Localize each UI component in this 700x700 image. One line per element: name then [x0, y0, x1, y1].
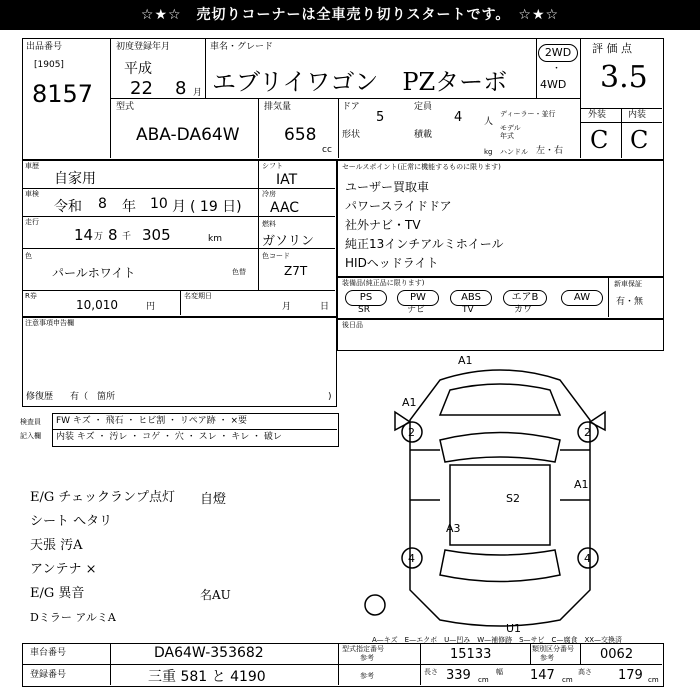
equip-airbag: エアB	[503, 290, 547, 306]
banner: ☆★☆ 売切りコーナーは全車売り切りスタートです。 ☆★☆	[0, 0, 700, 30]
sales-item: パワースライドドア	[345, 199, 452, 213]
inspection-era: 令和	[54, 199, 82, 215]
checker-label-1: 検査員	[20, 418, 41, 426]
model-year-label: モデル 年式	[500, 124, 521, 140]
recycle-value: 10,010	[76, 298, 118, 312]
damage-legend: A—キズ E—エクボ U—凹み W—補修跡 S—サビ C—腐食 XX—交換済	[372, 636, 623, 644]
length-label: 長さ	[424, 668, 438, 676]
type-no-ref: 参考	[360, 654, 374, 662]
capacity-value: 4	[454, 110, 463, 125]
usage-label: 車歴	[25, 162, 39, 170]
name-change-day: 日	[320, 302, 330, 312]
shape-label: 形状	[342, 130, 361, 140]
score-value: 3.5	[600, 60, 648, 95]
inspection-day: ( 19 日)	[190, 199, 242, 215]
first-reg-unit: 月	[193, 88, 203, 98]
handwritten-notes	[30, 486, 175, 630]
color-label: 色	[25, 252, 32, 260]
type-no-value: 15133	[450, 647, 492, 662]
name-change-month: 月	[282, 302, 292, 312]
first-reg-month: 8	[175, 78, 187, 99]
mark-a3-left: A3	[446, 522, 461, 535]
color-change-label: 色替	[232, 268, 246, 276]
mileage-label: 走行	[25, 218, 39, 226]
mileage-man-unit: 万	[94, 232, 104, 242]
checker-row-1: FW キズ ・ 飛石 ・ ヒビ割 ・ リペア跡 ・ ×要	[56, 416, 248, 426]
car-diagram	[340, 350, 662, 635]
recycle-unit: 円	[146, 302, 156, 312]
shift-label: シフト	[262, 162, 283, 170]
mark-roof: S2	[506, 492, 520, 505]
car-name: エブリイワゴン PZターボ	[212, 68, 508, 96]
first-reg-year: 22	[130, 78, 153, 99]
lot-sub: [1905]	[34, 60, 64, 70]
lot-number: 8157	[32, 80, 94, 108]
ac-value: AAC	[270, 200, 300, 216]
mark-wheel-rr: 4	[584, 552, 591, 565]
chassis-label: 車台番号	[30, 648, 67, 658]
inspection-month: 10	[150, 196, 168, 212]
doors-label: ドア	[342, 102, 360, 112]
equipment-label	[342, 279, 424, 287]
note-line: E/G チェックランプ点灯	[30, 490, 175, 505]
drive-2wd: 2WD	[538, 44, 578, 62]
color-code-value: Z7T	[284, 264, 308, 278]
car-name-label: 車名・グレード	[210, 42, 274, 52]
dealer-label: ディーラー・並行	[500, 110, 556, 118]
type-no-label: 型式指定番号	[342, 645, 384, 653]
score-label: 評 価 点	[592, 42, 632, 55]
sales-sub: (正常に機能するものに限ります)	[397, 163, 501, 171]
load-label: 積載	[414, 130, 433, 140]
doors-value: 5	[376, 110, 385, 125]
equip-sr: SR	[358, 305, 370, 315]
width-value: 147	[530, 668, 555, 683]
sales-list	[345, 178, 504, 273]
warranty-value: 有・無	[616, 297, 644, 307]
width-unit: cm	[562, 676, 573, 684]
model-value: ABA-DA64W	[136, 125, 240, 145]
height-label: 高さ	[578, 668, 592, 676]
handle-value: 左・右	[536, 146, 564, 156]
equip-tv: TV	[462, 305, 474, 315]
capacity-unit: 人	[484, 117, 494, 127]
length-value: 339	[446, 668, 471, 683]
capacity-label: 定員	[414, 102, 433, 112]
exterior-value: C	[590, 126, 609, 154]
height-unit: cm	[648, 676, 659, 684]
equip-leather: カワ	[514, 305, 533, 315]
equip-pw: PW	[397, 290, 439, 306]
plate-value: 三重 581 と 4190	[148, 669, 266, 685]
drive-4wd: 4WD	[540, 78, 567, 91]
lot-label: 出品番号	[26, 42, 63, 52]
sales-item: HIDヘッドライト	[345, 256, 439, 270]
note-line: 天張 汚A	[30, 538, 83, 553]
interior-label: 内装	[628, 110, 647, 120]
mark-a1-left: A1	[402, 396, 417, 409]
mileage-sen: 8	[108, 226, 118, 244]
equipment-sub: (純正品に限ります)	[363, 279, 425, 287]
mark-wheel-rl: 4	[408, 552, 415, 565]
displacement-label: 排気量	[264, 102, 292, 112]
mark-front: A1	[458, 354, 473, 367]
sales-label	[342, 163, 501, 171]
checker-label-2: 記入欄	[20, 432, 41, 440]
inspection-year-unit: 年	[122, 199, 136, 215]
handwritten-right-1: 自燈	[200, 492, 227, 507]
inspection-label: 車検	[25, 190, 39, 198]
mileage-rest: 305	[142, 226, 171, 244]
sales-title: セールスポイント	[342, 163, 398, 171]
width-label: 幅	[496, 668, 503, 676]
checker-row-2: 内装 キズ ・ 汚レ ・ コゲ ・ 穴 ・ スレ ・ キレ ・ 破レ	[56, 432, 282, 442]
sales-item: 社外ナビ・TV	[345, 218, 421, 232]
fuel-value: ガソリン	[262, 234, 315, 249]
sales-item: ユーザー買取車	[345, 180, 430, 194]
note-line: E/G 異音	[30, 586, 85, 601]
equip-navi: ナビ	[407, 305, 426, 315]
mark-rear: U1	[506, 622, 522, 635]
exterior-label: 外装	[588, 110, 607, 120]
fuel-label: 燃料	[262, 220, 276, 228]
inspection-month-unit: 月	[172, 199, 186, 215]
notes-label: 注意事項申告欄	[25, 319, 74, 327]
sales-item: 純正13インチアルミホイール	[345, 237, 504, 251]
kg-label: kg	[484, 148, 493, 156]
interior-value: C	[630, 126, 649, 154]
height-value: 179	[618, 668, 643, 683]
color-value: パールホワイト	[52, 266, 136, 280]
first-reg-era: 平成	[124, 61, 152, 77]
ac-label: 冷房	[262, 190, 276, 198]
dims-ref: 参考	[360, 672, 374, 680]
later-items-label: 後日品	[342, 321, 363, 329]
equipment-title: 装備品	[342, 279, 363, 287]
chassis-value: DA64W-353682	[154, 645, 264, 661]
recycle-label: R券	[25, 292, 37, 300]
repair-label: 修復歴	[26, 392, 54, 402]
note-line: Dミラー アルミA	[30, 611, 116, 624]
handwritten-right-2: 名AU	[200, 588, 231, 602]
displacement-unit: cc	[322, 145, 332, 155]
name-change-label: 名変期日	[184, 292, 212, 300]
mileage-unit: km	[208, 234, 222, 244]
usage-value: 自家用	[54, 171, 96, 187]
later-items-frame	[337, 319, 664, 351]
mileage-sen-unit: 千	[122, 232, 132, 242]
note-line: アンテナ ×	[30, 562, 97, 577]
drive-dot: ・	[552, 64, 562, 74]
class-no-value: 0062	[600, 647, 634, 662]
shift-value: IAT	[276, 172, 298, 188]
handle-label: ハンドル	[500, 148, 528, 156]
color-code-label: 色コード	[262, 252, 290, 260]
length-unit: cm	[478, 676, 489, 684]
mileage-man: 14	[74, 226, 94, 244]
repair-close: )	[328, 392, 332, 402]
plate-label: 登録番号	[30, 670, 67, 680]
first-reg-label: 初度登録年月	[116, 42, 171, 52]
equip-ps: PS	[345, 290, 387, 306]
warranty-label: 新車保証	[614, 280, 642, 288]
mark-a1-right: A1	[574, 478, 589, 491]
class-no-ref: 参考	[540, 654, 554, 662]
equip-aw: AW	[561, 290, 603, 306]
model-label: 型式	[116, 102, 135, 112]
inspection-year: 8	[98, 196, 107, 212]
note-line: シート へタリ	[30, 514, 113, 529]
mark-wheel-fl: 2	[408, 426, 415, 439]
repair-value: 有（ 箇所	[70, 392, 116, 402]
equip-abs: ABS	[450, 290, 492, 306]
class-no-label: 類別区分番号	[532, 645, 574, 653]
mark-wheel-fr: 2	[584, 426, 591, 439]
displacement-value: 658	[284, 125, 317, 145]
